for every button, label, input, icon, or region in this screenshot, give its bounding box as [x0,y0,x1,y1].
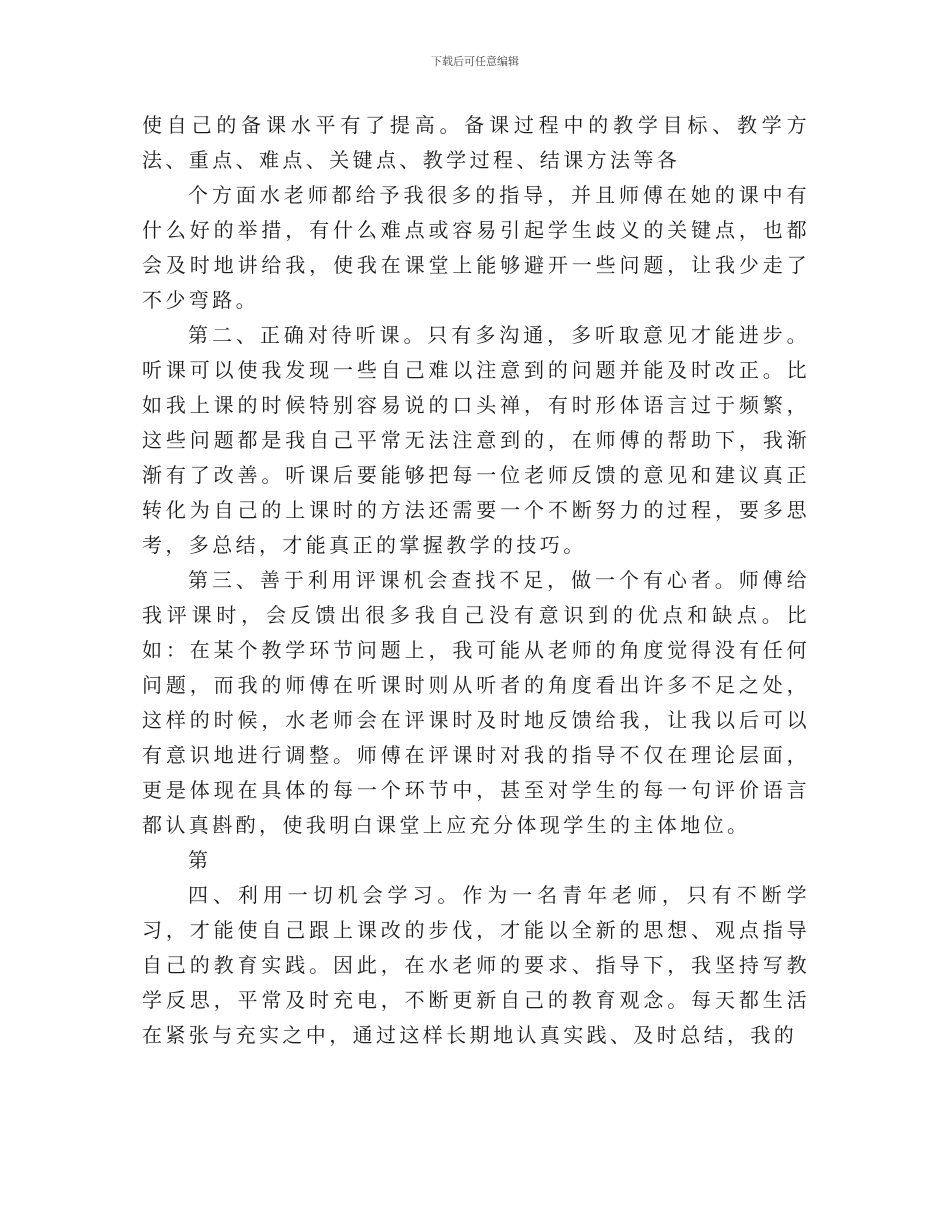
page-header: 下载后可任意编辑 [431,55,519,68]
paragraph-2: 个方面水老师都给予我很多的指导，并且师傅在她的课中有什么好的举措，有什么难点或容易引起学生歧义的关键点，也都会及时地讲给我，使我在课堂上能够避开一些问题，让我少走了不少弯路。 [142,183,810,312]
paragraph-4: 第三、善于利用评课机会查找不足，做一个有心者。师傅给我评课时，会反馈出很多我自己没有意识到的优点和缺点。比如：在某个教学环节问题上，我可能从老师的角度觉得没有任何问题，而我的师傅在听课时则从听者的角度看出许多不足之处，这样的时候，水老师会在评课时及时地反馈给我，让我以后可以有意识地进行调整。师傅在评课时对我的指导不仅在理论层面，更是体现在具体的每一个环节中，甚至对学生的每一句评价语言都认真斟酌，使我明白课堂上应充分体现学生的主体地位。 [142,568,810,837]
paragraph-1: 使自己的备课水平有了提高。备课过程中的教学目标、教学方法、重点、难点、关键点、教学过程、结课方法等各 [142,113,810,172]
paragraph-6: 四、利用一切机会学习。作为一名青年老师，只有不断学习，才能使自己跟上课改的步伐，才能以全新的思想、观点指导自己的教育实践。因此，在水老师的要求、指导下，我坚持写教学反思，平常及时充电，不断更新自己的教育观念。每天都生活在紧张与充实之中，通过这样长期地认真实践、及时总结，我的 [142,883,810,1047]
paragraph-3: 第二、正确对待听课。只有多沟通，多听取意见才能进步。听课可以使我发现一些自己难以注意到的问题并能及时改正。比如我上课的时候特别容易说的口头禅，有时形体语言过于频繁，这些问题都是我自己平常无法注意到的，在师傅的帮助下，我渐渐有了改善。听课后要能够把每一位老师反馈的意见和建议真正转化为自己的上课时的方法还需要一个不断努力的过程，要多思考，多总结，才能真正的掌握教学的技巧。 [142,323,810,557]
document-body [142,108,810,1053]
paragraph-5: 第 [188,848,212,872]
